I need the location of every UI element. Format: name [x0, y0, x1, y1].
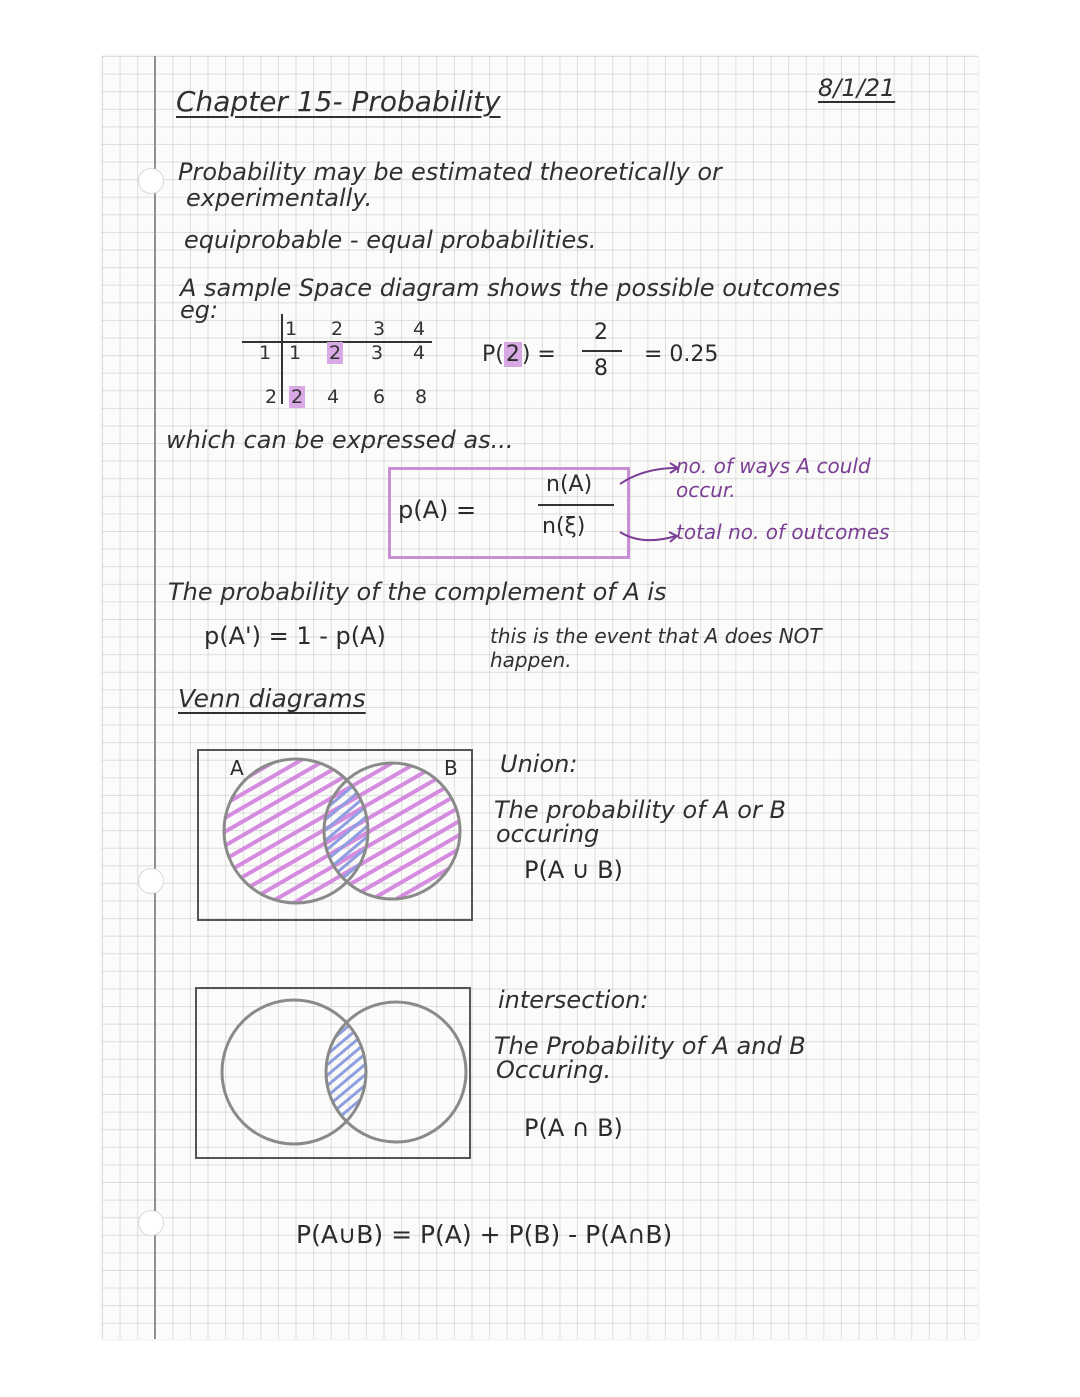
binder-hole	[138, 168, 164, 194]
intersection-venn-diagram	[194, 986, 474, 1162]
intersection-description: The Probability of A and B	[494, 1032, 806, 1060]
table-header-cell: 2	[330, 318, 344, 340]
addition-rule: P(A∪B) = P(A) + P(B) - P(A∩B)	[296, 1220, 673, 1249]
formula-lhs: p(A) =	[398, 496, 477, 524]
union-description: The probability of A or B	[494, 796, 786, 824]
intersection-description-2: Occuring.	[496, 1056, 612, 1084]
venn-label-b: B	[444, 756, 458, 780]
intersection-title: intersection:	[498, 986, 649, 1014]
note-denominator: total no. of outcomes	[676, 520, 890, 544]
date: 8/1/21	[818, 74, 896, 102]
table-header-cell: 1	[284, 318, 298, 340]
table-row-label: 1	[258, 342, 272, 364]
binder-hole	[138, 868, 164, 894]
example-label: eg:	[180, 296, 219, 324]
complement-formula: p(A') = 1 - p(A)	[204, 622, 386, 650]
union-title: Union:	[500, 750, 578, 778]
table-cell: 3	[370, 342, 384, 364]
formula-denominator: n(ξ)	[542, 514, 586, 539]
table-cell-highlighted: 2	[290, 386, 304, 408]
complement-note: this is the event that A does NOT	[490, 624, 822, 648]
table-cell-highlighted: 2	[328, 342, 342, 364]
table-header-cell: 4	[412, 318, 426, 340]
fraction-bar	[538, 504, 614, 506]
example-result: = 0.25	[644, 342, 719, 367]
union-notation: P(A ∪ B)	[524, 856, 623, 884]
table-cell: 8	[414, 386, 428, 408]
table-cell: 6	[372, 386, 386, 408]
fraction-bar	[582, 350, 622, 352]
venn-label-a: A	[230, 756, 244, 780]
complement-intro: The probability of the complement of A is	[168, 578, 667, 606]
union-description-2: occuring	[496, 820, 600, 848]
binder-hole	[138, 1210, 164, 1236]
margin-line	[154, 56, 156, 1339]
page-title: Chapter 15- Probability	[176, 85, 501, 118]
sample-space-definition: A sample Space diagram shows the possible outcomes	[180, 274, 841, 302]
venn-heading: Venn diagrams	[178, 684, 366, 713]
equiprobable-definition: equiprobable - equal probabilities.	[184, 226, 597, 254]
table-cell: 1	[288, 342, 302, 364]
note-numerator-2: occur.	[676, 478, 736, 502]
table-cell: 4	[412, 342, 426, 364]
intro-line-1: Probability may be estimated theoretically or	[178, 158, 722, 186]
table-row-label: 2	[264, 386, 278, 408]
example-denominator: 8	[594, 356, 608, 381]
intro-line-2: experimentally.	[186, 184, 373, 212]
table-header-cell: 3	[372, 318, 386, 340]
formula-intro: which can be expressed as...	[166, 426, 514, 454]
complement-note-2: happen.	[490, 648, 572, 672]
note-numerator: no. of ways A could	[676, 454, 871, 478]
formula-numerator: n(A)	[546, 472, 593, 497]
example-probability-lhs: P(2) =	[482, 342, 556, 367]
intersection-notation: P(A ∩ B)	[524, 1114, 623, 1142]
example-numerator: 2	[594, 320, 608, 345]
table-cell: 4	[326, 386, 340, 408]
